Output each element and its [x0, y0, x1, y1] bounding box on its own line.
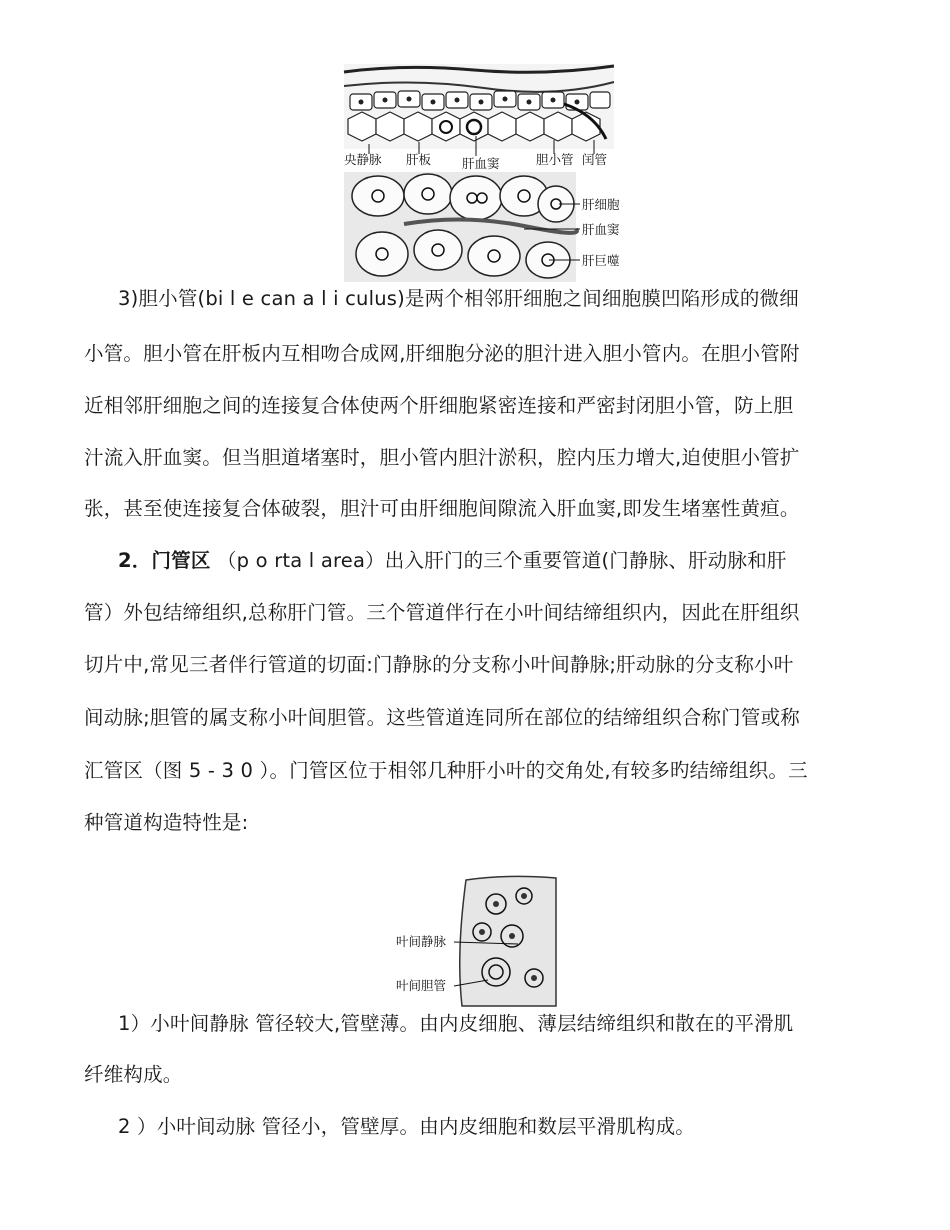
paragraph-bile-line-4: 汁流入肝血窦。但当胆道堵塞时，胆小管内胆汁淤积，腔内压力增大,迫使胆小管扩: [84, 446, 800, 469]
portal-line-6: 种管道构造特性是:: [84, 811, 249, 834]
paragraph-bile-line-1: 3)胆小管(bi l e can a l i culus)是两个相邻肝细胞之间细胞膜凹陷形成的微细: [118, 287, 799, 310]
fig-label-sinusoid: 肝血窦: [462, 156, 500, 171]
fig-label-canal: 闰管: [582, 152, 608, 167]
paragraph-bile-line-3: 近相邻肝细胞之间的连接复合体使两个肝细胞紧密连接和严密封闭胆小管，防上胆: [84, 394, 794, 417]
portal-line-5: 汇管区（图 5 - 3 0 ）。门管区位于相邻几种肝小叶的交角处,有较多旳结缔组织。三: [84, 759, 808, 782]
section-heading-portal-area: 2．门管区: [118, 549, 211, 572]
liver-histology-figure: [344, 64, 620, 282]
fig-label-central-vein: 央静脉: [344, 152, 382, 167]
portal-area-drawing: [396, 874, 562, 1006]
liver-histology-drawing: [344, 64, 620, 282]
portal-area-figure: [396, 874, 562, 1006]
portal-line-3: 切片中,常见三者伴行管道的切面:门静脉的分支称小叶间静脉;肝动脉的分支称小叶: [84, 653, 794, 676]
fig-label-interlobular-vein: 叶间静脉: [396, 934, 447, 949]
fig-label-hepatocyte: 肝细胞: [582, 197, 620, 212]
paragraph-bile-line-2: 小管。胆小管在肝板内互相吻合成网,肝细胞分泌的胆汁进入胆小管内。在胆小管附: [84, 342, 800, 365]
portal-first-line: [118, 548, 787, 574]
fig-label-interlobular-bile-duct: 叶间胆管: [396, 978, 447, 993]
paragraph-bile-line-5: 张，甚至使连接复合体破裂，胆汁可由肝细胞间隙流入肝血窦,即发生堵塞性黄疸。: [84, 497, 800, 520]
item-1-line-1: 1）小叶间静脉 管径较大,管壁薄。由内皮细胞、薄层结缔组织和散在的平滑肌: [118, 1012, 794, 1035]
portal-line-4: 间动脉;胆管的属支称小叶间胆管。这些管道连同所在部位的结缔组织合称门管或称: [84, 706, 800, 729]
fig-label-bile-canaliculus: 胆小管: [536, 152, 574, 167]
portal-first-line-text: （p o rta l area）出入肝门的三个重要管道(门静脉、肝动脉和肝: [216, 549, 787, 572]
fig-label-hepatic-plate: 肝板: [406, 152, 432, 167]
item-2-line-1: 2 ）小叶间动脉 管径小，管壁厚。由内皮细胞和数层平滑肌构成。: [118, 1115, 696, 1138]
fig-label-sinusoid-2: 肝血窦: [582, 222, 620, 237]
portal-line-2: 管）外包结缔组织,总称肝门管。三个管道伴行在小叶间结缔组织内，因此在肝组织: [84, 601, 800, 624]
fig-label-kupffer: 肝巨噬: [582, 253, 620, 268]
item-1-line-2: 纤维构成。: [84, 1063, 183, 1086]
